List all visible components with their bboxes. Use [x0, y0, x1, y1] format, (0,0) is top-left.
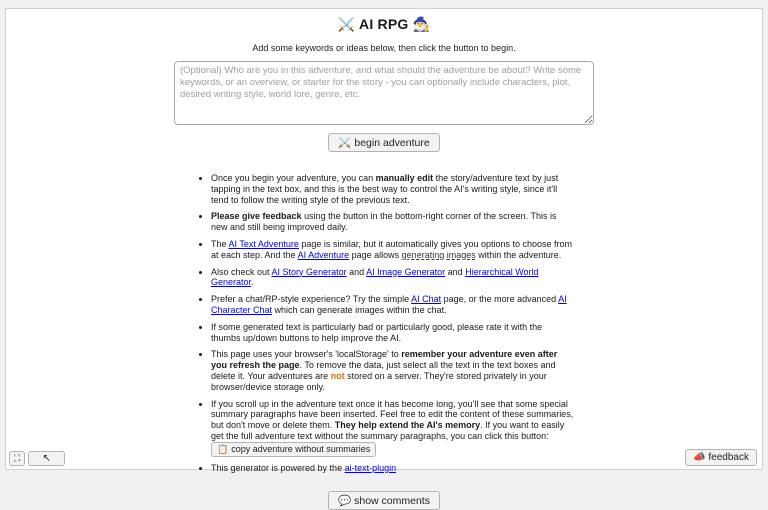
begin-adventure-label: begin adventure	[354, 137, 430, 149]
link-ai-adventure[interactable]: AI Adventure	[297, 249, 350, 260]
link-hierarchical-world-generator[interactable]: Hierarchical World Generator	[211, 266, 539, 288]
list-item	[211, 239, 574, 261]
bullet-text: The	[211, 238, 229, 249]
begin-adventure-button[interactable]	[328, 133, 439, 152]
tips-list	[194, 173, 574, 474]
bullet-text: This generator is powered by the	[211, 462, 345, 473]
bullet-text-bold: They help extend the AI's memory	[334, 420, 481, 431]
not-stored-warning: not	[330, 370, 345, 381]
link-generating-images[interactable]: generating images	[401, 249, 476, 260]
mage-icon: 🧙‍♂️	[412, 16, 431, 32]
link-ai-text-adventure[interactable]: AI Text Adventure	[228, 238, 299, 249]
megaphone-icon: 📣	[692, 452, 706, 463]
bullet-text: which can generate images within the chat.	[272, 304, 447, 315]
bullet-text: . If you want to easily get the full adventure text without the summary paragraphs, you can click this button:	[211, 420, 565, 441]
bullet-text: page is similar, but it automatically gives you options to choose from at each step. And the	[211, 238, 573, 260]
list-item	[211, 463, 574, 474]
page-subtitle: Add some keywords or ideas below, then click the button to begin.	[252, 43, 516, 53]
bullet-text: using the button in the bottom-right corner of the screen. This is new and still being improved daily.	[211, 211, 557, 233]
crossed-swords-icon: ⚔️	[337, 16, 356, 32]
bullet-text: If some generated text is particularly bad or particularly good, please rate it with the thumbs up/down buttons to help improve the AI.	[211, 321, 543, 343]
fullscreen-button[interactable]	[9, 451, 25, 466]
bullet-text: and	[346, 266, 367, 277]
scroll-to-top-button[interactable]	[28, 451, 64, 466]
feedback-button[interactable]	[685, 449, 757, 466]
bullet-text: within the adventure.	[475, 249, 562, 260]
fullscreen-icon: ⛶	[14, 453, 21, 463]
bullet-text: .	[251, 277, 254, 288]
crossed-swords-icon: ⚔️	[338, 137, 352, 149]
bullet-text: page, or the more advanced	[441, 294, 559, 305]
bullet-text: the story/adventure text by just tapping in the text box, and this is the best way to control the AI's writing style, since it'll tend to follow the writing style of the previous text.	[211, 173, 559, 205]
page-title	[6, 16, 762, 33]
copy-without-summaries-button[interactable]	[211, 442, 376, 457]
feedback-label: feedback	[708, 452, 749, 463]
bullet-text: Prefer a chat/RP-style experience? Try the simple	[211, 294, 412, 305]
show-comments-button[interactable]	[328, 491, 440, 510]
app-panel	[5, 8, 763, 507]
list-item	[211, 173, 574, 205]
bullet-text: . To remove the data, just select all the text in the text boxes and delete it. Your adventures are	[211, 360, 556, 381]
bullet-text: This page uses your browser's 'localStorage' to	[211, 349, 402, 360]
link-ai-chat[interactable]: AI Chat	[411, 294, 442, 305]
list-item	[211, 211, 574, 233]
link-ai-story-generator[interactable]: AI Story Generator	[271, 266, 347, 277]
link-ai-text-plugin[interactable]: ai-text-plugin	[344, 462, 397, 473]
link-ai-image-generator[interactable]: AI Image Generator	[366, 266, 446, 277]
list-item	[211, 349, 574, 392]
list-item	[211, 294, 574, 316]
speech-bubble-icon: 💬	[338, 494, 352, 507]
bullet-text: Also check out	[211, 266, 272, 277]
list-item	[211, 399, 574, 457]
bullet-text-bold: Please give feedback	[211, 211, 302, 222]
link-ai-character-chat[interactable]: AI Character Chat	[211, 294, 567, 315]
bullet-text: and	[445, 266, 466, 277]
bullet-text: stored on a server. They're stored privately in your browser/device storage only.	[211, 370, 547, 392]
adventure-keywords-input[interactable]	[174, 61, 594, 125]
bullet-text-bold: manually edit	[375, 173, 434, 183]
arrow-up-left-icon: ↖	[42, 453, 51, 464]
show-comments-label: show comments	[354, 494, 430, 507]
bullet-text: If you scroll up in the adventure text once it has become long, you'll see that some special summary paragraphs have been inserted. Feel free to edit the content of these summaries, but don't move or delete them.	[211, 398, 574, 431]
bullet-text: page allows	[349, 249, 402, 260]
list-item	[211, 322, 574, 344]
page-title-text: AI RPG	[359, 16, 409, 32]
list-item	[211, 267, 574, 289]
copy-without-summaries-label: copy adventure without summaries	[231, 443, 371, 454]
bullet-text-bold: remember your adventure even after you refresh the page	[211, 349, 558, 371]
bullet-text: Once you begin your adventure, you can	[211, 173, 376, 183]
clipboard-icon: 📋	[217, 443, 229, 454]
